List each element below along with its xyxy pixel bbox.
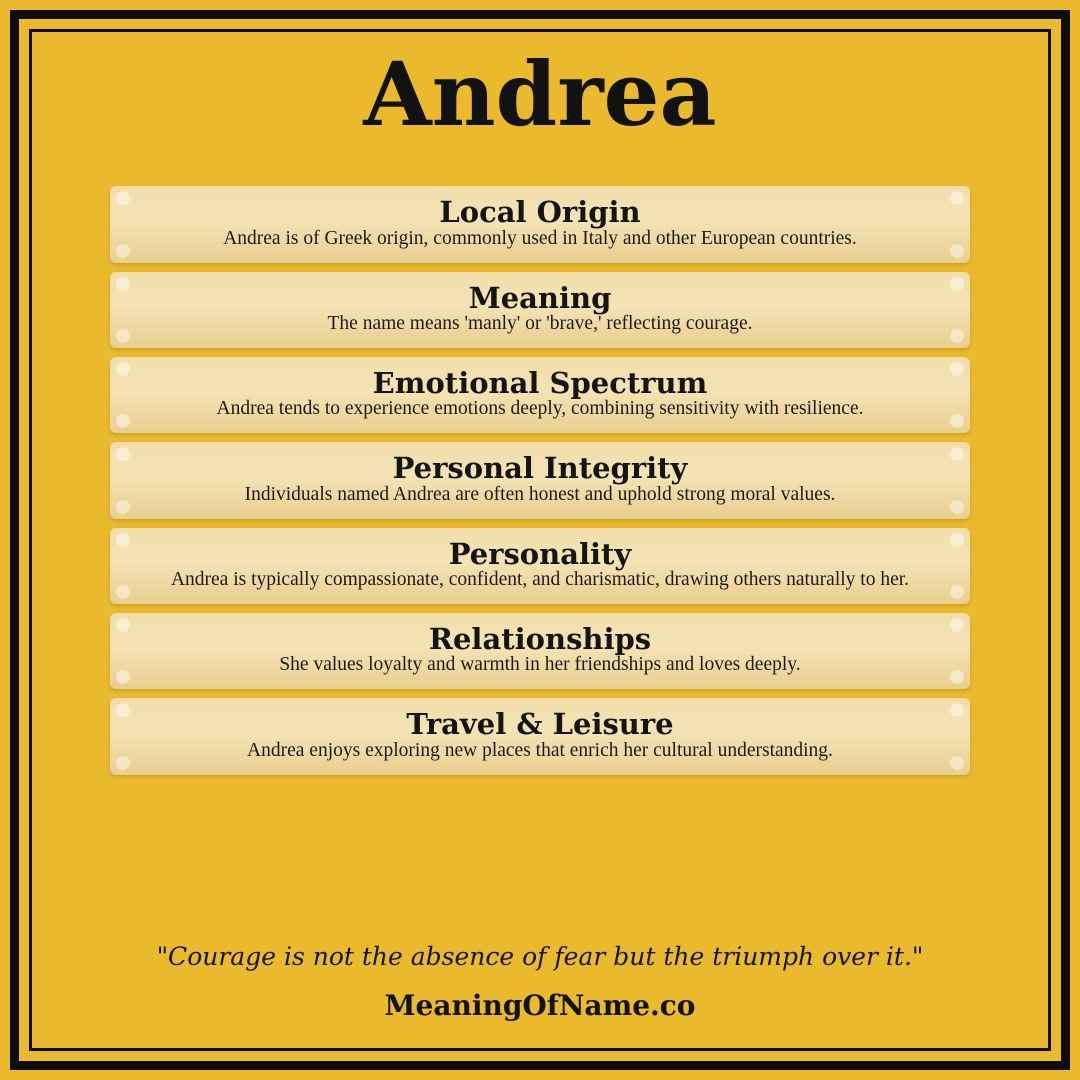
poster-content: [32, 32, 1048, 1048]
corner-dot-icon: [950, 362, 964, 376]
corner-dot-icon: [116, 618, 130, 632]
corner-dot-icon: [950, 500, 964, 514]
corner-dot-icon: [116, 329, 130, 343]
section-card: [110, 186, 970, 262]
section-heading: Emotional Spectrum: [372, 366, 708, 401]
section-text: She values loyalty and warmth in her friendships and loves deeply.: [279, 654, 801, 676]
corner-dot-icon: [116, 277, 130, 291]
section-heading: Relationships: [428, 622, 652, 657]
corner-dot-icon: [950, 756, 964, 770]
corner-dot-icon: [116, 191, 130, 205]
section-heading: Local Origin: [439, 195, 641, 230]
corner-dot-icon: [950, 533, 964, 547]
section-card: [110, 528, 970, 604]
section-heading: Meaning: [468, 280, 612, 315]
brand-name: MeaningOfName.co: [384, 989, 696, 1022]
page-title: Andrea: [363, 42, 717, 146]
corner-dot-icon: [116, 500, 130, 514]
corner-dot-icon: [950, 703, 964, 717]
section-heading: Personality: [448, 536, 632, 571]
corner-dot-icon: [116, 756, 130, 770]
corner-dot-icon: [950, 447, 964, 461]
corner-dot-icon: [950, 618, 964, 632]
corner-dot-icon: [116, 533, 130, 547]
corner-dot-icon: [950, 277, 964, 291]
section-list: [110, 186, 970, 774]
section-text: Andrea enjoys exploring new places that enrich her cultural understanding.: [247, 739, 833, 761]
section-card: [110, 698, 970, 774]
section-card: [110, 357, 970, 433]
corner-dot-icon: [116, 703, 130, 717]
corner-dot-icon: [950, 670, 964, 684]
section-text: Individuals named Andrea are often honest and uphold strong moral values.: [244, 483, 836, 505]
corner-dot-icon: [950, 329, 964, 343]
corner-dot-icon: [950, 414, 964, 428]
quote-text: "Courage is not the absence of fear but the triumph over it.": [156, 942, 924, 971]
poster-footer: [110, 942, 970, 1048]
corner-dot-icon: [116, 670, 130, 684]
section-text: Andrea tends to experience emotions deeply, combining sensitivity with resilience.: [216, 398, 864, 420]
corner-dot-icon: [950, 585, 964, 599]
section-card: [110, 442, 970, 518]
corner-dot-icon: [116, 362, 130, 376]
section-text: The name means 'manly' or 'brave,' reflecting courage.: [327, 313, 753, 335]
corner-dot-icon: [116, 447, 130, 461]
corner-dot-icon: [950, 244, 964, 258]
corner-dot-icon: [116, 414, 130, 428]
section-heading: Personal Integrity: [392, 451, 688, 486]
section-text: Andrea is typically compassionate, confident, and charismatic, drawing others naturally to her.: [170, 569, 910, 591]
section-card: [110, 272, 970, 348]
section-heading: Travel & Leisure: [406, 707, 674, 742]
section-card: [110, 613, 970, 689]
corner-dot-icon: [116, 244, 130, 258]
corner-dot-icon: [950, 191, 964, 205]
corner-dot-icon: [116, 585, 130, 599]
section-text: Andrea is of Greek origin, commonly used in Italy and other European countries.: [223, 227, 857, 249]
